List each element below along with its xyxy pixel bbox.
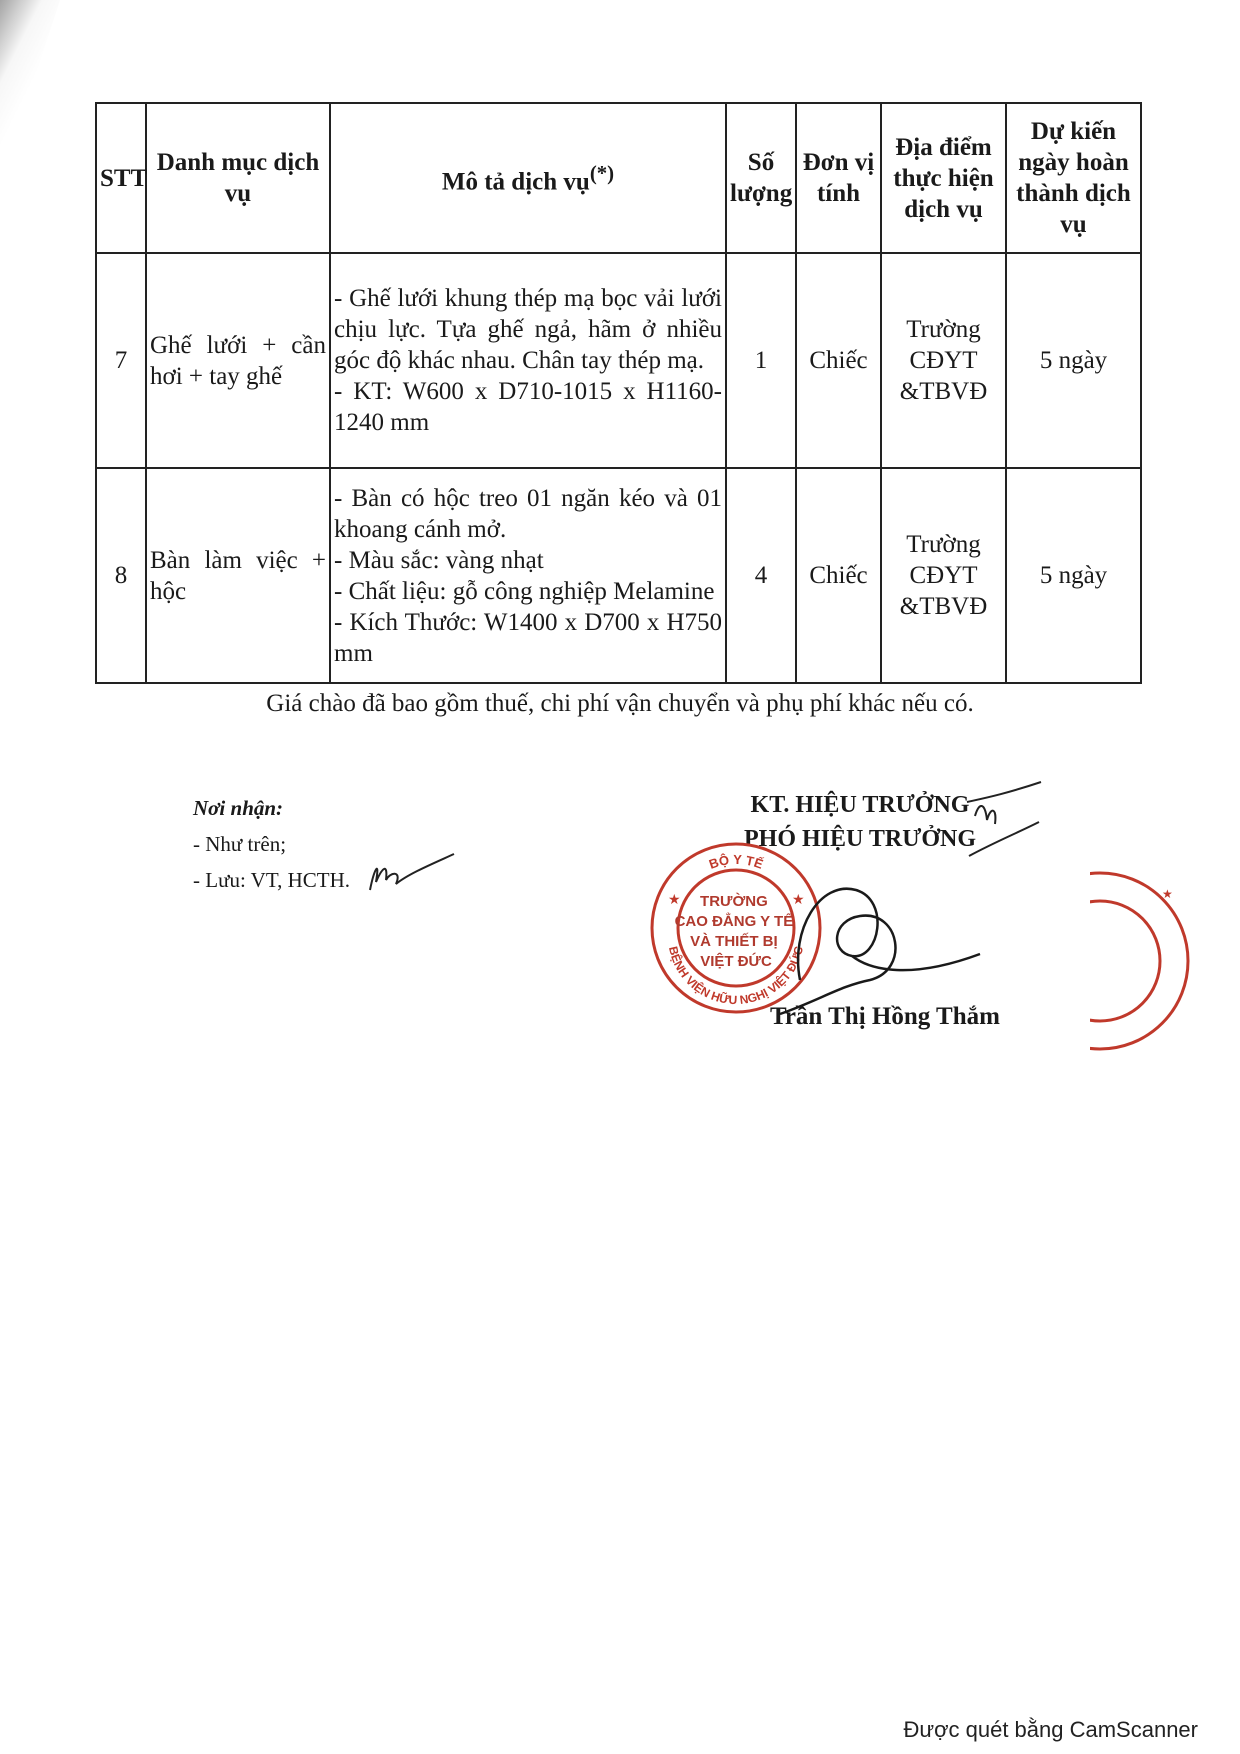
cell-category: Ghế lưới + cần hơi + tay ghế xyxy=(146,253,330,468)
price-note: Giá chào đã bao gồm thuế, chi phí vận chuyển và phụ phí khác nếu có. xyxy=(266,690,974,717)
recipients-block xyxy=(193,790,350,898)
recipient-item: - Lưu: VT, HCTH. xyxy=(193,868,351,892)
scanner-footer: Được quét bằng CamScanner xyxy=(903,1717,1198,1742)
partial-seal xyxy=(1090,866,1230,1056)
header-stt: STT xyxy=(96,103,146,253)
header-unit: Đơn vị tính xyxy=(796,103,881,253)
description-line: - Kích Thước: W1400 x D700 x H750 mm xyxy=(334,608,722,667)
seal-line2: CAO ĐẲNG Y TẾ xyxy=(674,913,794,930)
signature-line1: KT. HIỆU TRƯỞNG xyxy=(750,792,970,818)
description-line: - Chất liệu: gỗ công nghiệp Melamine xyxy=(334,577,715,605)
cell-location: Trường CĐYT &TBVĐ xyxy=(881,253,1006,468)
cell-quantity: 1 xyxy=(726,253,796,468)
services-table xyxy=(95,102,1142,684)
header-location: Địa điểm thực hiện dịch vụ xyxy=(881,103,1006,253)
description-line: - KT: W600 x D710-1015 x H1160-1240 mm xyxy=(334,378,722,436)
recipients-title: Nơi nhận: xyxy=(193,796,284,820)
cell-description xyxy=(330,253,726,468)
seal-line3: VÀ THIẾT BỊ xyxy=(690,933,778,950)
title-flourish xyxy=(965,772,1045,862)
seal-ring-text: BỆNH VIỆN HỮU NGHỊ VIỆT ĐỨC xyxy=(665,944,807,1008)
cell-expected: 5 ngày xyxy=(1006,253,1141,468)
table-row xyxy=(96,468,1141,683)
cell-description xyxy=(330,468,726,683)
cell-stt: 7 xyxy=(96,253,146,468)
cell-stt: 8 xyxy=(96,468,146,683)
table-row xyxy=(96,253,1141,468)
seal-top-arc: BỘ Y TẾ xyxy=(706,851,766,872)
cell-unit: Chiếc xyxy=(796,253,881,468)
seal-star-icon: ★ xyxy=(1162,887,1173,901)
cell-unit: Chiếc xyxy=(796,468,881,683)
signer-name: Trần Thị Hồng Thắm xyxy=(770,1003,1000,1030)
description-line: - Bàn có hộc treo 01 ngăn kéo và 01 khoang cánh mở. xyxy=(334,484,722,543)
header-description-label: Mô tả dịch vụ xyxy=(441,168,590,196)
header-description-sup: (*) xyxy=(589,161,615,186)
initials-signature xyxy=(362,850,462,900)
cell-location: Trường CĐYT &TBVĐ xyxy=(881,468,1006,683)
main-signature xyxy=(760,860,990,1020)
header-quantity: Số lượng xyxy=(726,103,796,253)
table-header-row xyxy=(96,103,1141,253)
description-line: - Màu sắc: vàng nhạt xyxy=(334,546,544,574)
scan-edge-shadow xyxy=(0,0,60,260)
seal-line4: VIỆT ĐỨC xyxy=(700,953,772,970)
description-line: - Ghế lưới khung thép mạ bọc vải lưới chịu lực. Tựa ghế ngả, hãm ở nhiều góc độ khác nhau. Chân tay thép mạ. xyxy=(334,285,722,374)
header-category: Danh mục dịch vụ xyxy=(146,103,330,253)
seal-star-icon: ★ xyxy=(668,893,681,908)
cell-category: Bàn làm việc + hộc xyxy=(146,468,330,683)
seal-star-icon: ★ xyxy=(792,893,805,908)
signature-line2: PHÓ HIỆU TRƯỞNG xyxy=(743,826,977,852)
header-expected: Dự kiến ngày hoàn thành dịch vụ xyxy=(1006,103,1141,253)
recipient-item: - Như trên; xyxy=(193,832,287,856)
cell-expected: 5 ngày xyxy=(1006,468,1141,683)
cell-quantity: 4 xyxy=(726,468,796,683)
seal-line1: TRƯỜNG xyxy=(700,893,768,910)
header-description xyxy=(330,103,726,253)
